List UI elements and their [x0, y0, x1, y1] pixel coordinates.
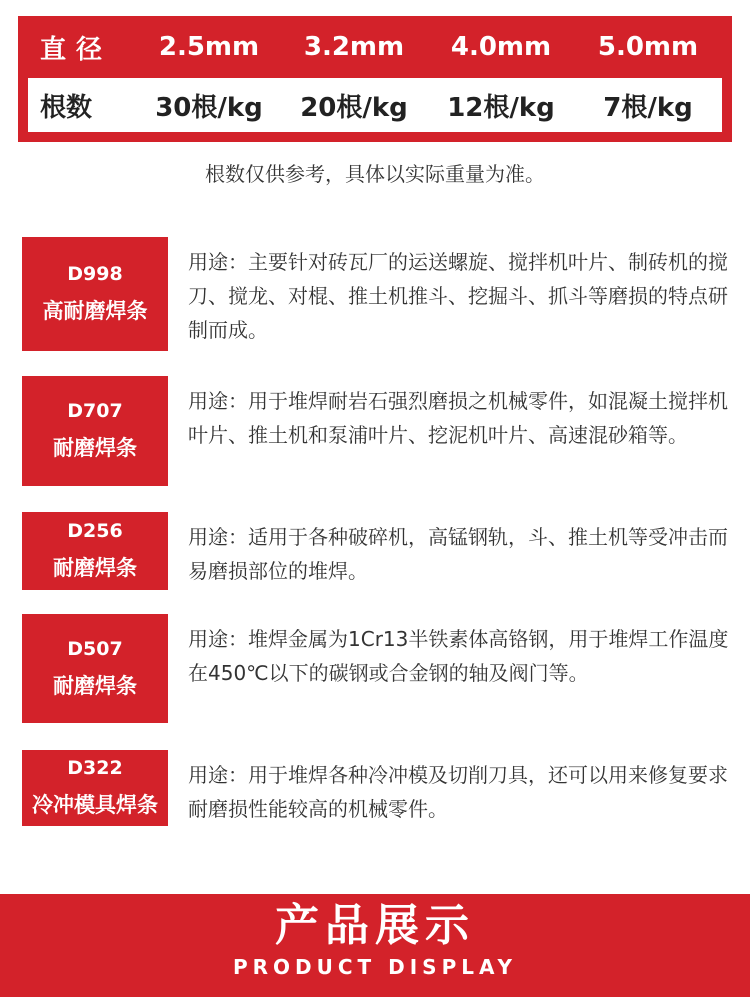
diameter-value: 5.0mm: [597, 32, 699, 62]
product-description: 用途：主要针对砖瓦厂的运送螺旋、搅拌机叶片、制砖机的搅刀、搅龙、对棍、推土机推斗、挖掘斗、抓斗等磨损的特点研制而成。: [188, 250, 728, 342]
product-name: 耐磨焊条: [53, 673, 137, 698]
count-value: 7根/kg: [603, 92, 693, 123]
product-code: D998: [67, 263, 123, 285]
diameter-value: 3.2mm: [303, 32, 405, 62]
count-value: 12根/kg: [447, 92, 555, 123]
banner-title: 产品展示: [275, 900, 475, 951]
count-value: 30根/kg: [155, 92, 263, 123]
product-badge: [22, 614, 168, 723]
product-code: D507: [67, 637, 123, 660]
product-item: [22, 750, 732, 826]
product-badge: [22, 237, 168, 351]
product-code: D256: [67, 520, 123, 542]
banner-subtitle: PRODUCT DISPLAY: [232, 955, 518, 979]
reference-note: 根数仅供参考，具体以实际重量为准。: [205, 162, 545, 186]
product-code: D322: [67, 757, 123, 779]
spec-table: [18, 16, 732, 142]
product-name: 冷冲模具焊条: [32, 793, 158, 817]
count-label: 根数: [40, 92, 93, 123]
product-description: 用途：堆焊金属为1Cr13半铁素体高铬钢，用于堆焊工作温度在450℃以下的碳钢或合金钢的轴及阀门等。: [188, 627, 729, 685]
product-item: [22, 376, 732, 486]
diameter-label: 直径: [40, 34, 113, 65]
product-item: [22, 512, 732, 590]
product-badge: [22, 376, 168, 486]
diameter-value: 2.5mm: [158, 32, 260, 62]
product-description: 用途：用于堆焊耐岩石强烈磨损之机械零件，如混凝土搅拌机叶片、推土机和泵浦叶片、挖泥机叶片、高速混砂箱等。: [188, 389, 728, 447]
count-value: 20根/kg: [300, 92, 408, 123]
product-display-banner: [0, 894, 750, 997]
product-badge: [22, 750, 168, 826]
product-item: [22, 614, 732, 723]
diameter-value: 4.0mm: [450, 32, 552, 62]
product-name: 耐磨焊条: [53, 436, 137, 460]
product-code: D707: [67, 400, 123, 422]
product-description: 用途：适用于各种破碎机，高锰钢轨，斗、推土机等受冲击而易磨损部位的堆焊。: [188, 525, 728, 583]
product-name: 高耐磨焊条: [42, 299, 148, 323]
product-name: 耐磨焊条: [53, 556, 137, 580]
spec-count-row: [28, 78, 722, 132]
product-badge: [22, 512, 168, 590]
spec-header-row: [28, 16, 722, 78]
product-item: [22, 237, 732, 351]
product-description: 用途：用于堆焊各种冷冲模及切削刀具，还可以用来修复要求耐磨损性能较高的机械零件。: [188, 763, 728, 821]
